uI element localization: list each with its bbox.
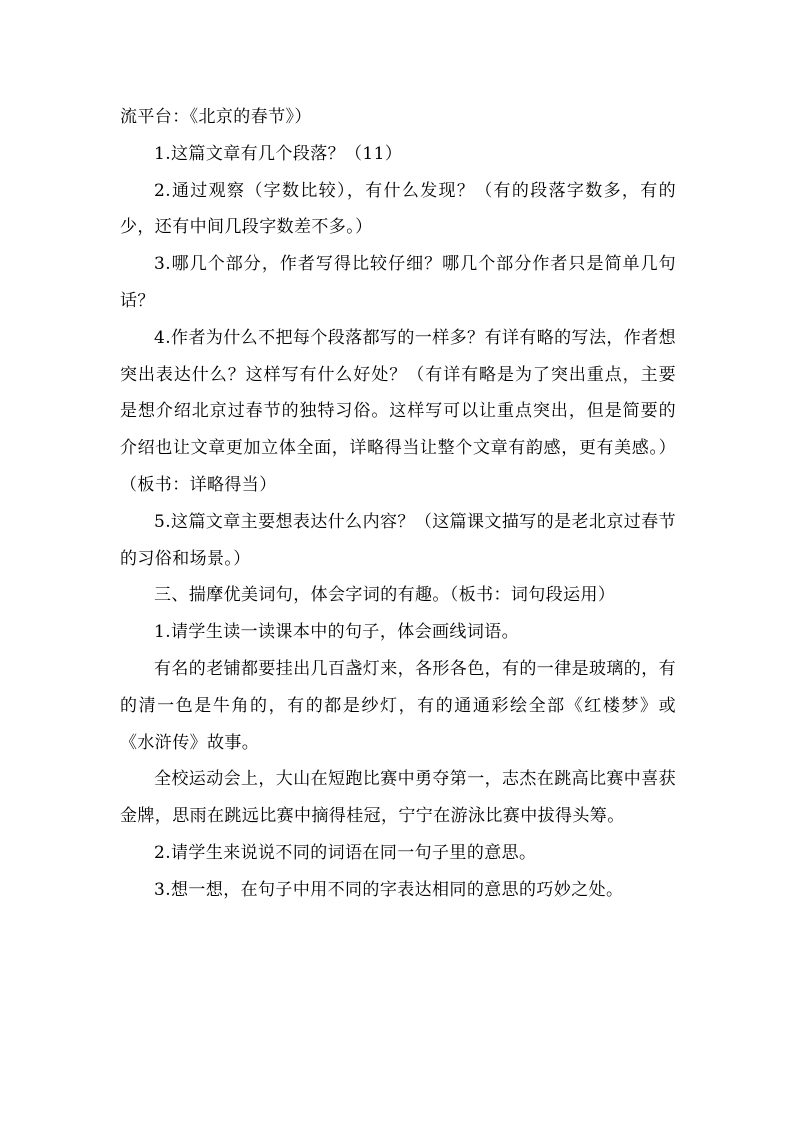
step-1: 1.请学生读一读课本中的句子，体会画线词语。 xyxy=(154,622,520,643)
example-sentence-sports: 全校运动会上，大山在短跑比赛中勇夺第一，志杰在跳高比赛中喜获金牌，思雨在跳远比赛中摘得桂冠，宁宁在游泳比赛中拔得头筹。 xyxy=(120,769,676,827)
question-3: 3.哪几个部分，作者写得比较仔细？哪几个部分作者只是简单几句话？ xyxy=(120,254,676,311)
step-2: 2.请学生来说说不同的词语在同一句子里的意思。 xyxy=(154,842,537,863)
question-4: 4.作者为什么不把每个段落都写的一样多？有详有略的写法，作者想突出表达什么？这样写有什么好处？（有详有略是为了突出重点，主要是想介绍北京过春节的独特习俗。这样写可以让重点突出，但是简要的介绍也让文章更加立体全面，详略得当让整个文章有韵感，更有美感。）（板书：详略得当） xyxy=(120,327,676,495)
question-2: 2.通过观察（字数比较），有什么发现？（有的段落字数多，有的少，还有中间几段字数差不多。） xyxy=(120,180,676,238)
paragraph-source-line: 流平台：《北京的春节》） xyxy=(120,107,312,127)
document-body xyxy=(120,99,676,909)
question-1: 1.这篇文章有几个段落？（11） xyxy=(154,143,403,164)
question-5: 5.这篇文章主要想表达什么内容？（这篇课文描写的是老北京过春节的习俗和场景。） xyxy=(120,511,676,569)
example-sentence-lanterns: 有名的老铺都要挂出几百盏灯来，各形各色，有的一律是玻璃的，有的清一色是牛角的，有的都是纱灯，有的通通彩绘全部《红楼梦》或《水浒传》故事。 xyxy=(120,658,676,753)
section-heading-3: 三、揣摩优美词句，体会字词的有趣。（板书：词句段运用） xyxy=(154,585,616,606)
step-3: 3.想一想，在句子中用不同的字表达相同的意思的巧妙之处。 xyxy=(154,879,624,900)
